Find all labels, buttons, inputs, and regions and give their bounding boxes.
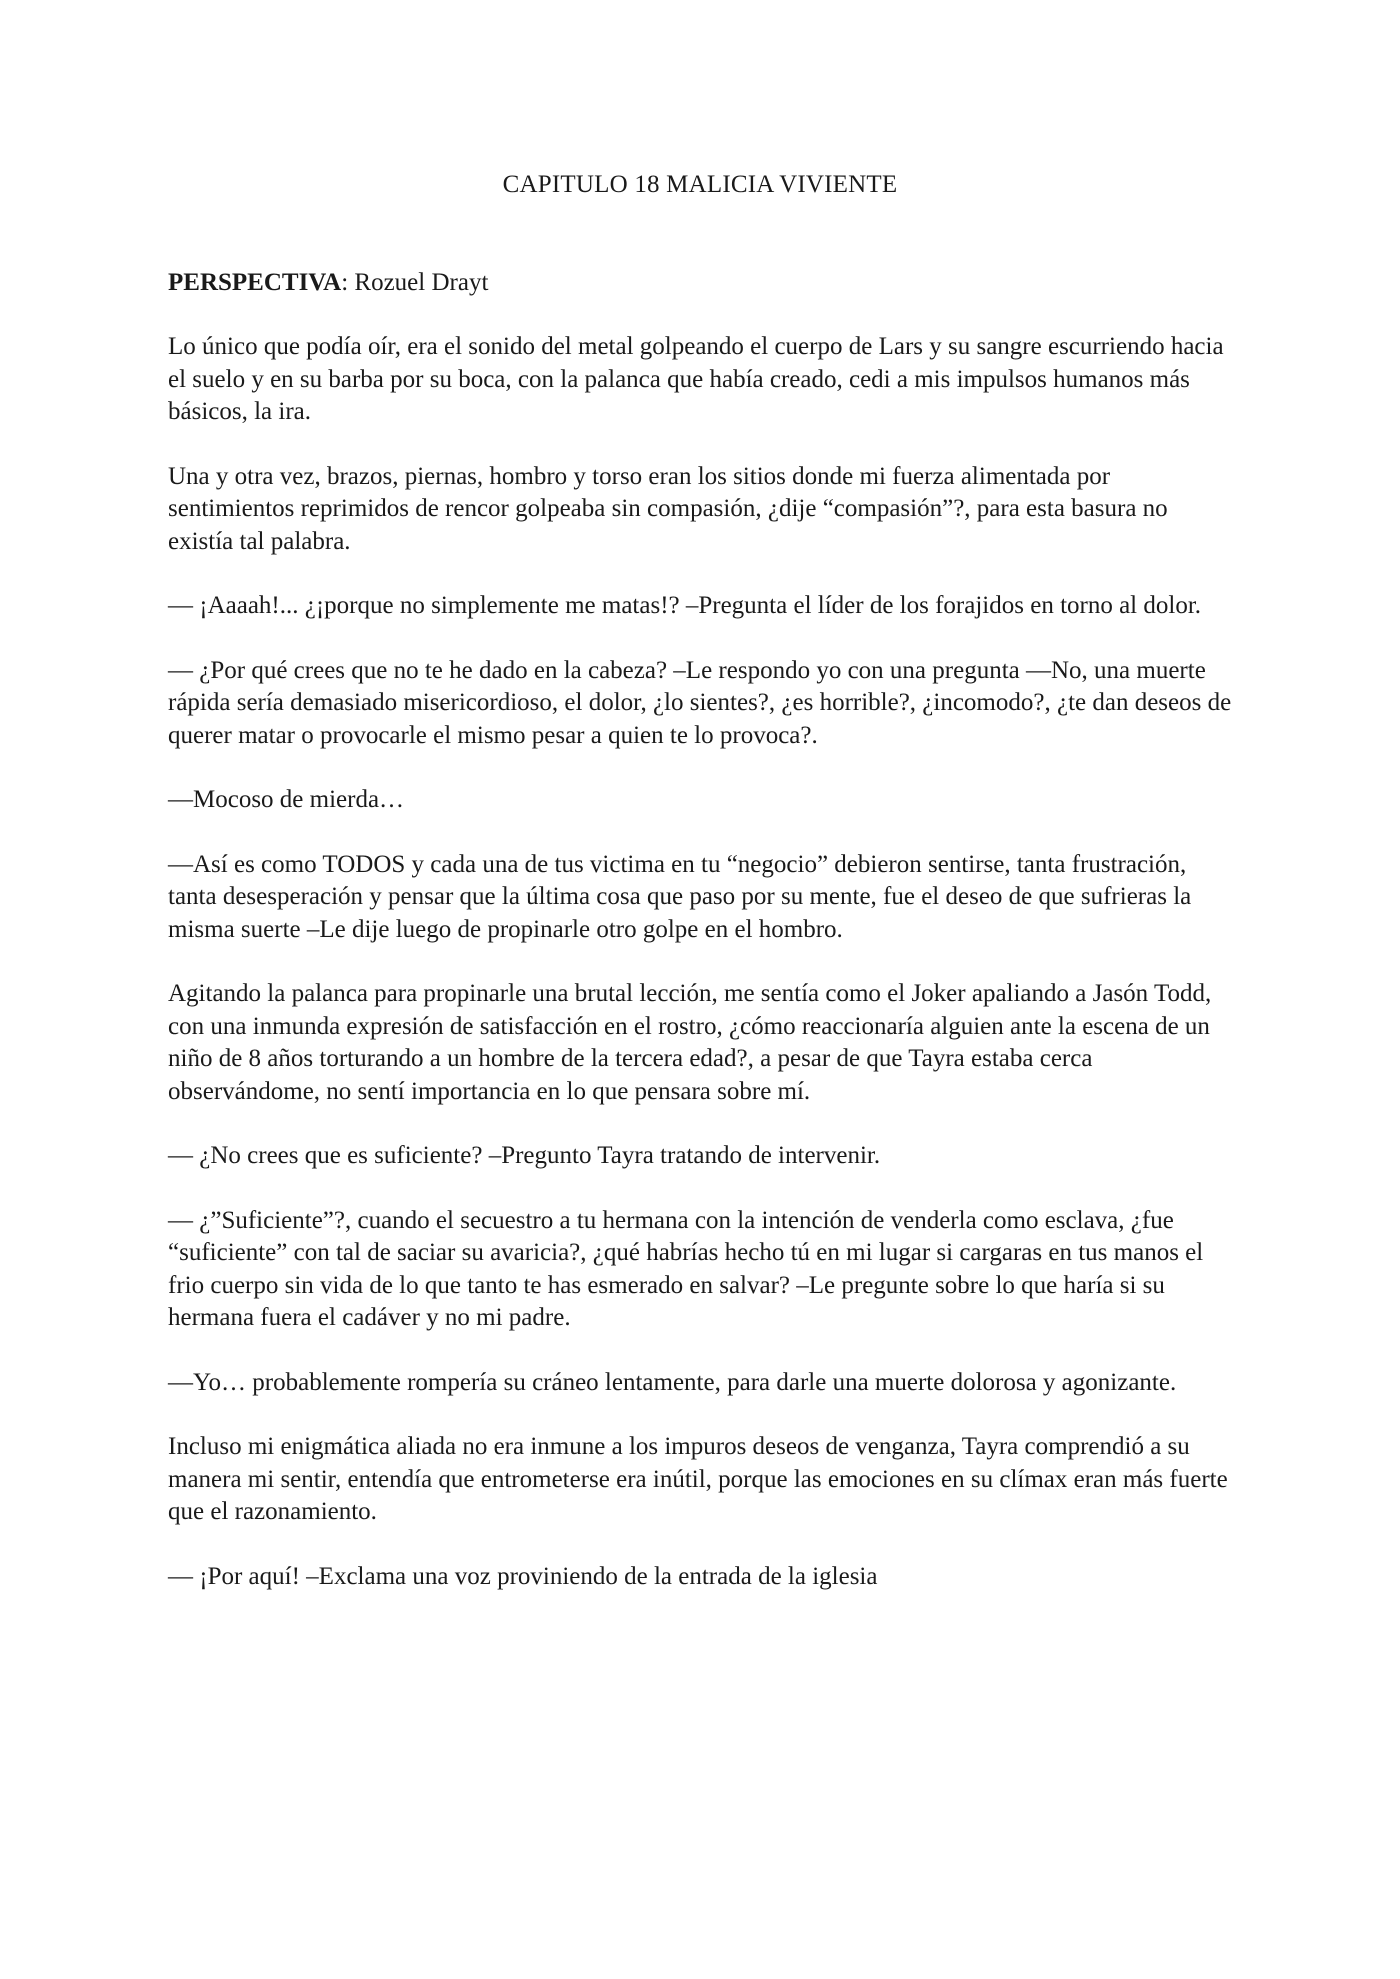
paragraph: — ¿”Suficiente”?, cuando el secuestro a tu hermana con la intención de venderla como esclava, ¿fue “suficiente” con tal de saciar su avaricia?, ¿qué habrías hecho tú en mi lugar si cargaras en tus manos el frio cuerpo sin vida de lo que tanto te has esmerado en salvar? –Le pregunte sobre lo que haría si su hermana fuera el cadáver y no mi padre. xyxy=(168,1206,1204,1331)
chapter-body xyxy=(168,331,1236,1625)
paragraph: Lo único que podía oír, era el sonido del metal golpeando el cuerpo de Lars y su sangre escurriendo hacia el suelo y en su barba por su boca, con la palanca que había creado, cedi a mis impulsos humanos más básicos, la ira. xyxy=(168,333,1224,425)
perspective-value: Rozuel Drayt xyxy=(354,269,489,296)
paragraph: —Mocoso de mierda… xyxy=(168,786,405,813)
perspective-separator: : xyxy=(341,269,355,296)
paragraph: —Así es como TODOS y cada una de tus victima en tu “negocio” debieron sentirse, tanta frustración, tanta desesperación y pensar que la última cosa que paso por su mente, fue el deseo de que sufrieras la misma suerte –Le dije luego de propinarle otro golpe en el hombro. xyxy=(168,850,1192,943)
perspective-line xyxy=(168,266,488,300)
paragraph: Incluso mi enigmática aliada no era inmune a los impuros deseos de venganza, Tayra comprendió a su manera mi sentir, entendía que entrometerse era inútil, porque las emociones en su clímax eran más fuerte que el razonamiento. xyxy=(168,1433,1228,1525)
paragraph: — ¿No crees que es suficiente? –Pregunto Tayra tratando de intervenir. xyxy=(168,1142,881,1169)
paragraph: Agitando la palanca para propinarle una brutal lección, me sentía como el Joker apaliando a Jasón Todd, con una inmunda expresión de satisfacción en el rostro, ¿cómo reaccionaría alguien ante la escena de un niño de 8 años torturando a un hombre de la tercera edad?, a pesar de que Tayra estaba cerca observándome, no sentí importancia en lo que pensara sobre mí. xyxy=(168,980,1212,1105)
document-page xyxy=(168,0,1238,1979)
chapter-title: CAPITULO 18 MALICIA VIVIENTE xyxy=(502,171,898,198)
paragraph: Una y otra vez, brazos, piernas, hombro y torso eran los sitios donde mi fuerza alimentada por sentimientos reprimidos de rencor golpeaba sin compasión, ¿dije “compasión”?, para esta basura no existía tal palabra. xyxy=(168,462,1168,555)
perspective-label: PERSPECTIVA xyxy=(168,269,342,296)
paragraph: —Yo… probablemente rompería su cráneo lentamente, para darle una muerte dolorosa y agonizante. xyxy=(168,1368,1177,1396)
paragraph: — ¡Aaaah!... ¿¡porque no simplemente me matas!? –Pregunta el líder de los forajidos en torno al dolor. xyxy=(168,592,1202,619)
paragraph: — ¿Por qué crees que no te he dado en la cabeza? –Le respondo yo con una pregunta —No, una muerte rápida sería demasiado misericordioso, el dolor, ¿lo sientes?, ¿es horrible?, ¿incomodo?, ¿te dan deseos de querer matar o provocarle el mismo pesar a quien te lo provoca?. xyxy=(168,656,1232,749)
paragraph: — ¡Por aquí! –Exclama una voz proviniendo de la entrada de la iglesia xyxy=(168,1562,878,1590)
